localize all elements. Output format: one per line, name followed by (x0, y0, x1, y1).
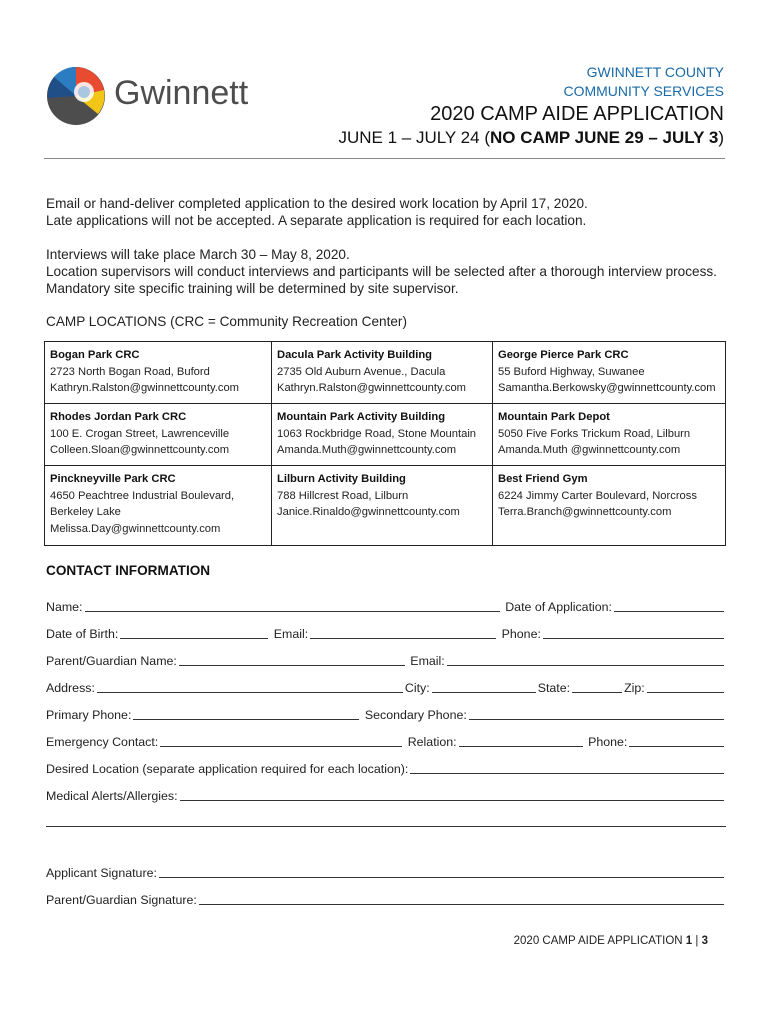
location-address: 5050 Five Forks Trickum Road, Lilburn (498, 427, 691, 440)
primary-phone-label: Primary Phone: (46, 708, 132, 722)
camp-locations-table (44, 341, 726, 546)
secondary-phone-label: Secondary Phone: (361, 708, 467, 722)
location-cell (493, 404, 726, 466)
location-email: Amanda.Muth@gwinnettcounty.com (277, 444, 457, 457)
phone-label: Phone: (498, 627, 541, 641)
medical-alerts-label: Medical Alerts/Allergies: (46, 789, 178, 803)
date-of-application-field[interactable] (614, 599, 724, 612)
page-footer (514, 935, 708, 947)
location-address: 4650 Peachtree Industrial Boulevard, Berkeley Lake (50, 489, 235, 519)
location-name: Mountain Park Depot (498, 411, 610, 423)
location-address: 2723 North Bogan Road, Buford (50, 365, 210, 378)
emergency-row (46, 731, 726, 749)
applicant-signature-label: Applicant Signature: (46, 866, 157, 880)
location-address: 55 Buford Highway, Suwanee (498, 365, 645, 378)
desired-location-label: Desired Location (separate application required for each location): (46, 762, 409, 776)
camp-dates-range: JUNE 1 – JULY 24 ( (338, 128, 490, 147)
footer-page-total: 3 (701, 935, 708, 947)
relation-field[interactable] (459, 734, 583, 747)
location-name: Pinckneyville Park CRC (50, 473, 176, 485)
location-email: Terra.Branch@gwinnettcounty.com (498, 506, 672, 519)
instructions-line-2: Late applications will not be accepted. A separate application is required for each location. (46, 213, 587, 228)
camp-locations-note: (CRC = Community Recreation Center) (166, 314, 407, 329)
location-name: Mountain Park Activity Building (277, 411, 446, 423)
emergency-contact-field[interactable] (160, 734, 402, 747)
primary-phone-field[interactable] (133, 707, 359, 720)
emergency-phone-label: Phone: (584, 735, 628, 749)
location-cell (272, 466, 493, 546)
location-name: Bogan Park CRC (50, 349, 140, 361)
emergency-phone-field[interactable] (629, 734, 724, 747)
parent-name-field[interactable] (179, 653, 405, 666)
footer-separator: | (692, 935, 702, 947)
parent-email-label: Email: (406, 654, 445, 668)
parent-email-field[interactable] (447, 653, 724, 666)
location-name: Rhodes Jordan Park CRC (50, 411, 187, 423)
location-address: 1063 Rockbridge Road, Stone Mountain (277, 427, 477, 440)
camp-dates-exception: NO CAMP JUNE 29 – JULY 3 (489, 128, 719, 147)
table-row (45, 404, 726, 466)
location-cell (272, 404, 493, 466)
desired-location-row (46, 758, 726, 776)
desired-location-field[interactable] (410, 761, 724, 774)
name-field[interactable] (85, 599, 500, 612)
parent-name-label: Parent/Guardian Name: (46, 654, 177, 668)
location-email: Colleen.Sloan@gwinnettcounty.com (50, 444, 230, 457)
location-address: 100 E. Crogan Street, Lawrenceville (50, 427, 230, 440)
city-label: City: (404, 681, 430, 695)
location-cell (493, 466, 726, 546)
contact-information-heading: CONTACT INFORMATION (46, 563, 211, 578)
applicant-signature-row (46, 862, 726, 880)
location-cell (45, 404, 272, 466)
state-field[interactable] (572, 680, 622, 693)
address-row (46, 677, 726, 695)
gwinnett-logo-mark-icon (44, 62, 108, 126)
org-name (563, 63, 724, 101)
email-field[interactable] (310, 626, 496, 639)
table-row (45, 466, 726, 546)
address-label: Address: (46, 681, 95, 695)
location-name: George Pierce Park CRC (498, 349, 629, 361)
parent-row (46, 650, 726, 668)
phone-field[interactable] (543, 626, 724, 639)
camp-dates-close: ) (718, 128, 724, 147)
gwinnett-logo (44, 62, 254, 132)
interview-process: Location supervisors will conduct interviews and participants will be selected after a thorough interview process. Mandatory site specific training will be determined by site supervisor. (46, 264, 717, 296)
emergency-contact-label: Emergency Contact: (46, 735, 159, 749)
location-address: 6224 Jimmy Carter Boulevard, Norcross (498, 489, 697, 502)
location-name: Dacula Park Activity Building (277, 349, 433, 361)
instructions-line-1: Email or hand-deliver completed application to the desired work location by April 17, 2020. (46, 196, 588, 211)
parent-signature-row (46, 889, 726, 907)
header-divider (44, 158, 725, 159)
location-address: 788 Hillcrest Road, Lilburn (277, 489, 409, 502)
location-address: 2735 Old Auburn Avenue., Dacula (277, 365, 446, 378)
location-email: Melissa.Day@gwinnettcounty.com (50, 523, 221, 536)
location-email: Janice.Rinaldo@gwinnettcounty.com (277, 506, 460, 519)
relation-label: Relation: (404, 735, 457, 749)
secondary-phone-field[interactable] (469, 707, 724, 720)
medical-row (46, 785, 726, 803)
camp-locations-title: CAMP LOCATIONS (46, 314, 167, 329)
zip-field[interactable] (647, 680, 724, 693)
dob-row (46, 623, 726, 641)
org-line-2: COMMUNITY SERVICES (563, 83, 724, 99)
state-label: State: (537, 681, 571, 695)
interview-dates: Interviews will take place March 30 – May 8, 2020. (46, 247, 350, 262)
location-email: Kathryn.Ralston@gwinnettcounty.com (277, 382, 466, 395)
location-email: Kathryn.Ralston@gwinnettcounty.com (50, 382, 239, 395)
email-label: Email: (270, 627, 309, 641)
camp-locations-heading (46, 314, 407, 329)
applicant-signature-field[interactable] (159, 865, 724, 878)
medical-alerts-extra-line[interactable] (46, 826, 726, 827)
location-email: Amanda.Muth @gwinnettcounty.com (498, 444, 681, 457)
page-title: 2020 CAMP AIDE APPLICATION (430, 103, 724, 125)
date-of-application-label: Date of Application: (501, 600, 612, 614)
location-cell (45, 466, 272, 546)
camp-dates (338, 128, 724, 148)
footer-title: 2020 CAMP AIDE APPLICATION (513, 935, 686, 947)
footer-page-number: 1 (685, 935, 693, 947)
location-name: Lilburn Activity Building (277, 473, 406, 485)
phones-row (46, 704, 726, 722)
parent-signature-label: Parent/Guardian Signature: (46, 893, 197, 907)
location-cell (272, 342, 493, 404)
location-name: Best Friend Gym (498, 473, 588, 485)
date-of-birth-field[interactable] (120, 626, 268, 639)
name-label: Name: (46, 600, 83, 614)
org-line-1: GWINNETT COUNTY (586, 64, 724, 80)
address-field[interactable] (97, 680, 403, 693)
location-cell (45, 342, 272, 404)
location-cell (493, 342, 726, 404)
submission-instructions (46, 195, 726, 229)
zip-label: Zip: (624, 681, 645, 695)
location-email: Samantha.Berkowsky@gwinnettcounty.com (498, 382, 716, 395)
medical-alerts-field[interactable] (180, 788, 724, 801)
table-row (45, 342, 726, 404)
name-row (46, 596, 726, 614)
city-field[interactable] (432, 680, 536, 693)
interview-info (46, 246, 726, 297)
date-of-birth-label: Date of Birth: (46, 627, 119, 641)
logo-wordmark: Gwinnett (114, 74, 249, 112)
parent-signature-field[interactable] (199, 892, 724, 905)
